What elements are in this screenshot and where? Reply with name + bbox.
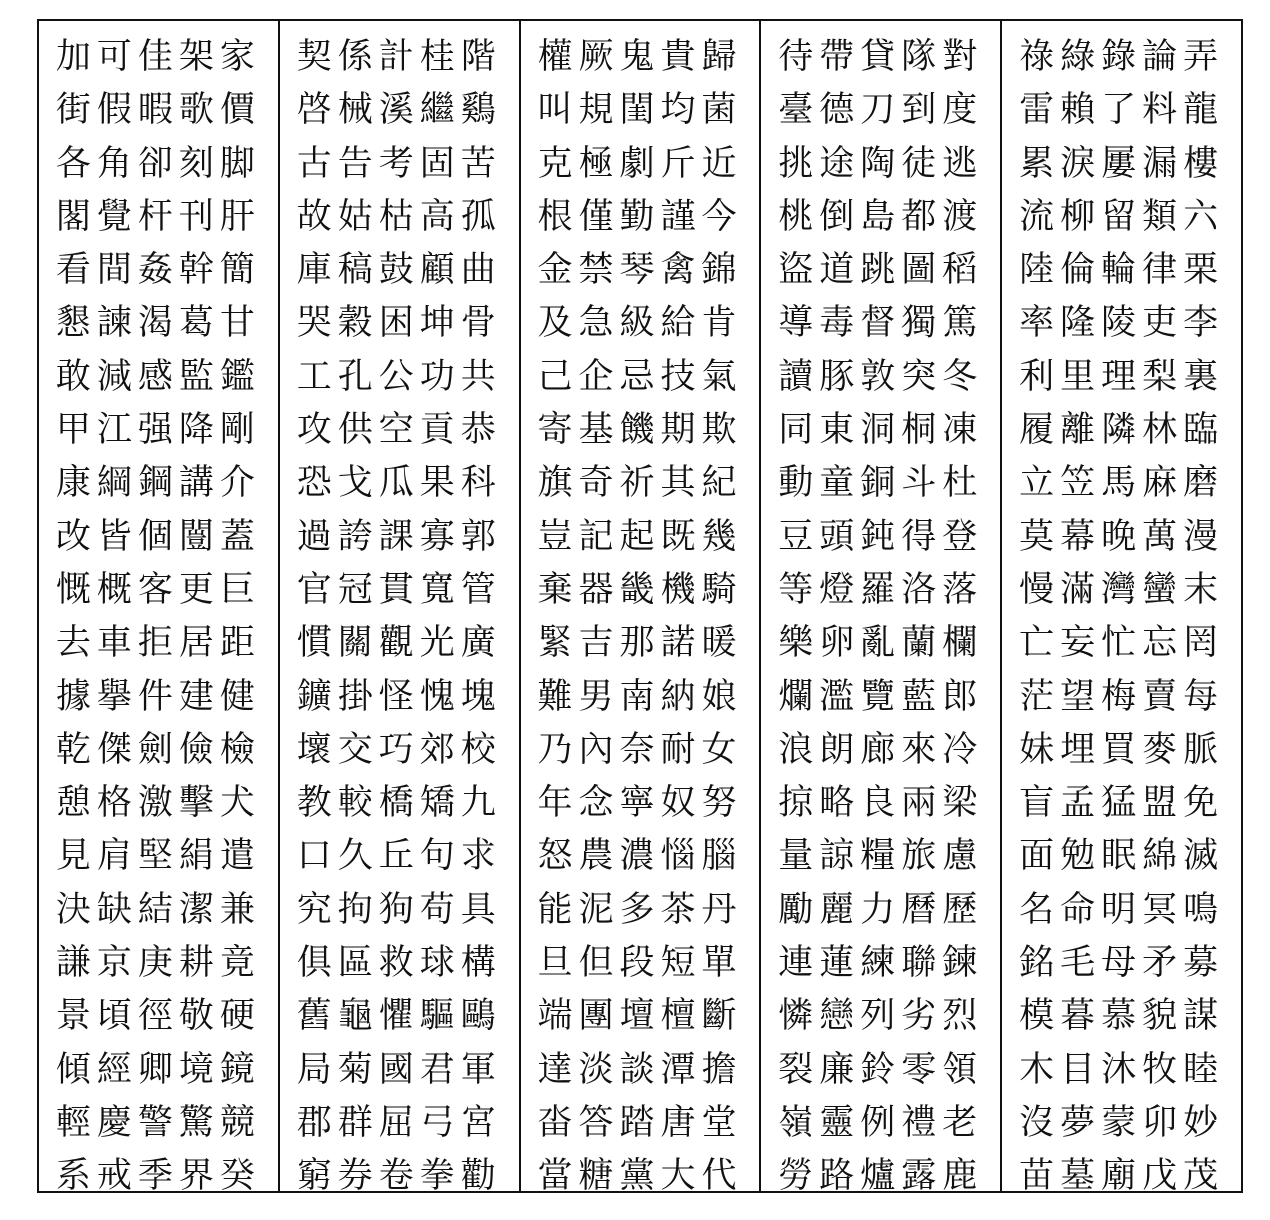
hanja-row: 閣覺杆刊肝	[55, 196, 261, 237]
hanja-row: 加可佳架家	[55, 37, 261, 77]
hanja-row: 名命明冥鳴	[1019, 889, 1225, 930]
hanja-row: 豈記起既幾	[537, 516, 743, 557]
hanja-row: 亡妄忙忘罔	[1019, 623, 1225, 664]
hanja-row: 克極劇斤近	[537, 143, 743, 184]
hanja-row: 壞交巧郊校	[296, 729, 502, 770]
hanja-row: 慣關觀光廣	[296, 623, 502, 664]
hanja-row: 莫幕晚萬漫	[1019, 516, 1225, 557]
hanja-row: 爛濫覽藍郎	[778, 676, 984, 717]
hanja-row: 連蓮練聯鍊	[778, 943, 984, 984]
hanja-row: 銘毛母矛募	[1019, 943, 1225, 984]
hanja-row: 去車拒居距	[55, 623, 261, 664]
hanja-row: 導毒督獨篤	[778, 303, 984, 344]
hanja-row: 俱區救球構	[296, 943, 502, 984]
hanja-row: 究拘狗苟具	[296, 889, 502, 930]
hanja-row: 郡群屈弓宮	[296, 1102, 502, 1143]
hanja-row: 古告考固苦	[296, 143, 502, 184]
hanja-row: 謙京庚耕竟	[55, 943, 261, 984]
hanja-row: 過誇課寡郭	[296, 516, 502, 557]
hanja-row: 窮券卷拳勸	[296, 1156, 502, 1197]
hanja-row: 口久丘句求	[296, 836, 502, 877]
hanja-row: 勵麗力曆歷	[778, 889, 984, 930]
hanja-row: 雷賴了料龍	[1019, 90, 1225, 131]
hanja-row: 旦但段短單	[537, 943, 743, 984]
hanja-row: 乃內奈耐女	[537, 729, 743, 770]
hanja-row: 等燈羅洛落	[778, 569, 984, 610]
hanja-row: 挑途陶徒逃	[778, 143, 984, 184]
hanja-row: 契係計桂階	[296, 37, 502, 77]
hanja-row: 輕慶警驚競	[55, 1102, 261, 1143]
hanja-row: 景頃徑敬硬	[55, 996, 261, 1037]
hanja-row: 叫規閨均菌	[537, 90, 743, 131]
hanja-row: 官冠貫寬管	[296, 569, 502, 610]
hanja-row: 難男南納娘	[537, 676, 743, 717]
hanja-row: 攻供空貢恭	[296, 410, 502, 451]
hanja-row: 工孔公功共	[296, 356, 502, 397]
hanja-row: 木目沐牧睦	[1019, 1049, 1225, 1090]
hanja-row: 讀豚敦突冬	[778, 356, 984, 397]
hanja-row: 及急級給肯	[537, 303, 743, 344]
hanja-column	[521, 21, 762, 1197]
hanja-row: 能泥多茶丹	[537, 889, 743, 930]
hanja-row: 累淚屢漏樓	[1019, 143, 1225, 184]
hanja-row: 決缺結潔兼	[55, 889, 261, 930]
hanja-row: 故姑枯高孤	[296, 196, 502, 237]
hanja-row: 動童銅斗杜	[778, 463, 984, 504]
hanja-row: 率隆陵吏李	[1019, 303, 1225, 344]
hanja-row: 畓答踏唐堂	[537, 1102, 743, 1143]
hanja-row: 懇諫渴葛甘	[55, 303, 261, 344]
hanja-row: 模暮慕貌謀	[1019, 996, 1225, 1037]
hanja-row: 裂廉鈴零領	[778, 1049, 984, 1090]
hanja-row: 寄基饑期欺	[537, 410, 743, 451]
hanja-row: 沒夢蒙卯妙	[1019, 1102, 1225, 1143]
hanja-row: 陸倫輪律栗	[1019, 250, 1225, 291]
hanja-row: 傾經卿境鏡	[55, 1049, 261, 1090]
hanja-row: 康綱鋼講介	[55, 463, 261, 504]
hanja-row: 各角卻刻脚	[55, 143, 261, 184]
hanja-row: 苗墓廟戊茂	[1019, 1156, 1225, 1197]
hanja-row: 浪朗廊來冷	[778, 729, 984, 770]
hanja-row: 同東洞桐凍	[778, 410, 984, 451]
hanja-row: 待帶貸隊對	[778, 37, 984, 77]
hanja-row: 甲江强降剛	[55, 410, 261, 451]
hanja-row: 年念寧奴努	[537, 783, 743, 824]
hanja-row: 緊吉那諾暖	[537, 623, 743, 664]
hanja-row: 面勉眠綿滅	[1019, 836, 1225, 877]
hanja-row: 敢減感監鑑	[55, 356, 261, 397]
hanja-row: 怒農濃惱腦	[537, 836, 743, 877]
hanja-column	[1002, 21, 1241, 1197]
hanja-row: 當糖黨大代	[537, 1156, 743, 1197]
hanja-row: 街假暇歌價	[55, 90, 261, 131]
hanja-row: 改皆個闓蓋	[55, 516, 261, 557]
hanja-row: 妹埋買麥脈	[1019, 729, 1225, 770]
hanja-row: 舊龜懼驅鷗	[296, 996, 502, 1037]
hanja-row: 樂卵亂蘭欄	[778, 623, 984, 664]
hanja-row: 掠略良兩梁	[778, 783, 984, 824]
hanja-table	[37, 19, 1243, 1197]
hanja-row: 盲孟猛盟免	[1019, 783, 1225, 824]
hanja-row: 憩格激擊犬	[55, 783, 261, 824]
hanja-row: 慨概客更巨	[55, 569, 261, 610]
hanja-row: 系戒季界癸	[55, 1156, 261, 1197]
hanja-row: 臺德刀到度	[778, 90, 984, 131]
hanja-row: 棄器畿機騎	[537, 569, 743, 610]
hanja-column	[280, 21, 521, 1197]
hanja-row: 勞路爐露鹿	[778, 1156, 984, 1197]
hanja-row: 量諒糧旅慮	[778, 836, 984, 877]
hanja-row: 見肩堅絹遣	[55, 836, 261, 877]
hanja-row: 看間姦幹簡	[55, 250, 261, 291]
hanja-row: 恐戈瓜果科	[296, 463, 502, 504]
hanja-column	[761, 21, 1002, 1197]
hanja-row: 豆頭鈍得登	[778, 516, 984, 557]
hanja-row: 鑛掛怪愧塊	[296, 676, 502, 717]
hanja-row: 權厥鬼貴歸	[537, 37, 743, 77]
hanja-row: 教較橋矯九	[296, 783, 502, 824]
hanja-row: 據擧件建健	[55, 676, 261, 717]
hanja-row: 立笠馬麻磨	[1019, 463, 1225, 504]
hanja-row: 旗奇祈其紀	[537, 463, 743, 504]
hanja-row: 局菊國君軍	[296, 1049, 502, 1090]
hanja-row: 盜道跳圖稻	[778, 250, 984, 291]
hanja-row: 庫稿鼓顧曲	[296, 250, 502, 291]
hanja-row: 乾傑劍儉檢	[55, 729, 261, 770]
hanja-row: 嶺靈例禮老	[778, 1102, 984, 1143]
hanja-row: 憐戀列劣烈	[778, 996, 984, 1037]
hanja-row: 端團壇檀斷	[537, 996, 743, 1037]
hanja-row: 流柳留類六	[1019, 196, 1225, 237]
hanja-row: 哭穀困坤骨	[296, 303, 502, 344]
hanja-row: 金禁琴禽錦	[537, 250, 743, 291]
hanja-row: 達淡談潭擔	[537, 1049, 743, 1090]
hanja-row: 啓械溪繼鷄	[296, 90, 502, 131]
hanja-row: 桃倒島都渡	[778, 196, 984, 237]
hanja-column	[39, 21, 280, 1197]
hanja-row: 祿綠錄論弄	[1019, 37, 1225, 77]
hanja-row: 己企忌技氣	[537, 356, 743, 397]
hanja-row: 慢滿灣蠻末	[1019, 569, 1225, 610]
hanja-row: 茫望梅賣每	[1019, 676, 1225, 717]
hanja-row: 根僅勤謹今	[537, 196, 743, 237]
hanja-row: 利里理梨裏	[1019, 356, 1225, 397]
hanja-row: 履離隣林臨	[1019, 410, 1225, 451]
